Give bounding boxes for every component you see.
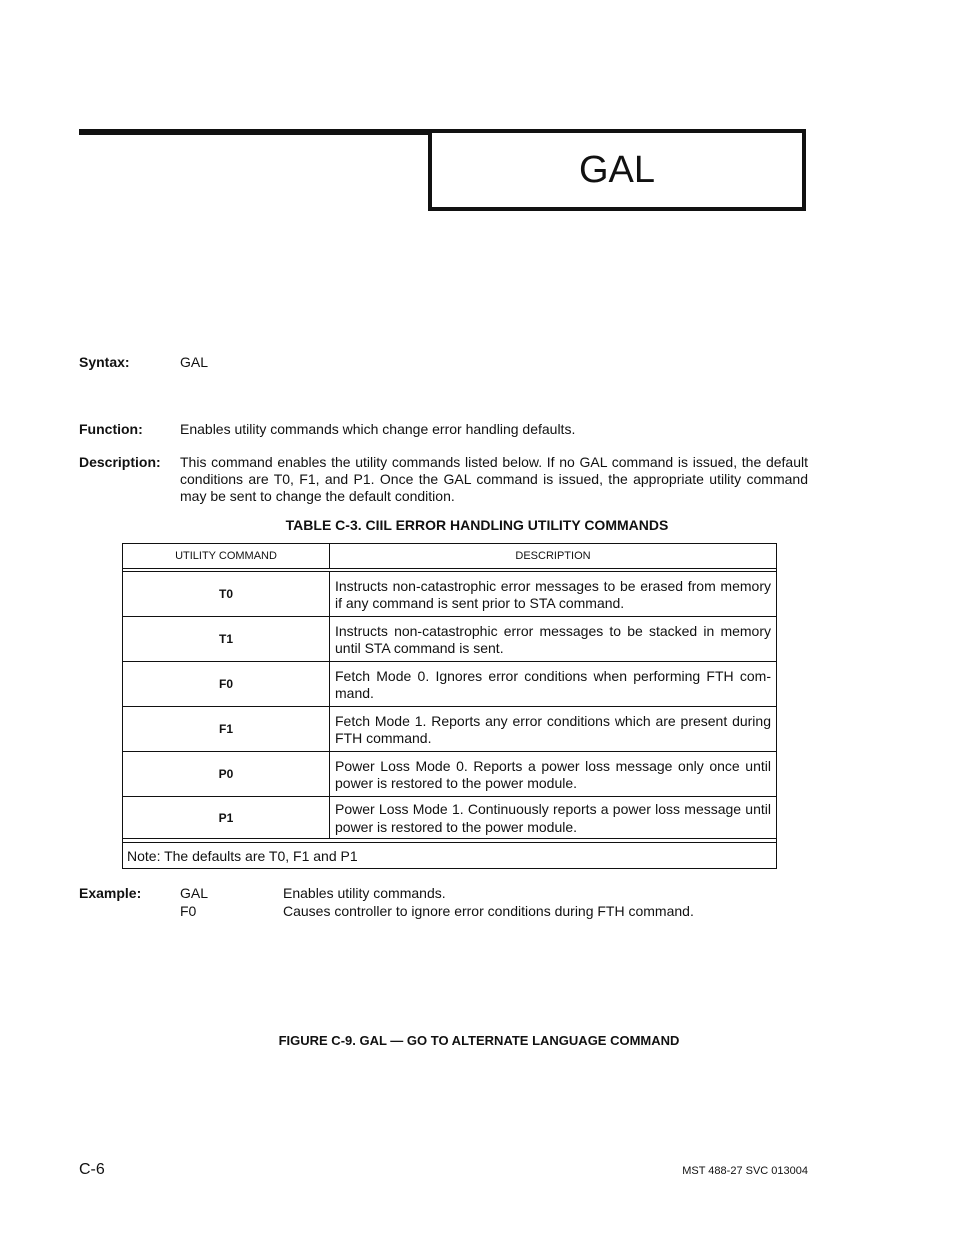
syntax-label: Syntax:: [79, 354, 130, 370]
title-box: [428, 129, 806, 211]
function-label: Function:: [79, 421, 143, 437]
table-row: [123, 707, 776, 752]
example-code: GAL: [180, 885, 209, 901]
example-text: Causes controller to ignore error conditions during FTH command.: [283, 903, 694, 919]
example-code: F0: [180, 903, 197, 919]
function-value: Enables utility commands which change error handling defaults.: [180, 421, 576, 437]
example-label: Example:: [79, 885, 142, 901]
example-text: Enables utility commands.: [283, 885, 446, 901]
table-header: [123, 544, 776, 569]
table-row: [123, 662, 776, 707]
description-cell: Instructs non-catastrophic error messages to be stacked in memory until STA command is sent.: [335, 622, 771, 656]
description-cell: Fetch Mode 1. Reports any error conditions which are present during FTH command.: [335, 712, 771, 746]
description-label: Description:: [79, 454, 161, 470]
figure-caption: FIGURE C-9. GAL — GO TO ALTERNATE LANGUAGE COMMAND: [278, 1033, 680, 1048]
command-cell: F1: [123, 707, 330, 751]
page-number: C-6: [79, 1161, 105, 1178]
description-cell: Instructs non-catastrophic error messages to be erased from memory if any command is sent prior to STA command.: [335, 577, 771, 611]
header-description: DESCRIPTION: [515, 550, 591, 562]
command-cell: T0: [123, 572, 330, 616]
command-cell: T1: [123, 617, 330, 661]
description-cell: Power Loss Mode 1. Continuously reports a power loss message until power is restored to the power module.: [335, 801, 771, 835]
utility-commands-table: [122, 543, 777, 869]
header-utility-command: UTILITY COMMAND: [123, 544, 330, 568]
page-title: GAL: [578, 148, 656, 191]
document-id: MST 488-27 SVC 013004: [682, 1165, 808, 1177]
table-row: [123, 572, 776, 617]
table-note: Note: The defaults are T0, F1 and P1: [127, 847, 358, 864]
table-caption: TABLE C-3. CIIL ERROR HANDLING UTILITY COMMANDS: [285, 517, 669, 533]
table-row: [123, 617, 776, 662]
command-cell: P1: [123, 797, 330, 838]
table-row: [123, 752, 776, 797]
table-row: [123, 797, 776, 839]
syntax-value: GAL: [180, 354, 209, 370]
command-cell: F0: [123, 662, 330, 706]
description-cell: Fetch Mode 0. Ignores error conditions when performing FTH com-mand.: [335, 667, 771, 701]
description-cell: Power Loss Mode 0. Reports a power loss message only once until power is restored to the power module.: [335, 757, 771, 791]
description-value: This command enables the utility commands listed below. If no GAL command is issued, the default conditions are T0, F1, and P1. Once the GAL command is issued, the appropriate utility command may be sent to change the default condition.: [180, 454, 808, 504]
command-cell: P0: [123, 752, 330, 796]
